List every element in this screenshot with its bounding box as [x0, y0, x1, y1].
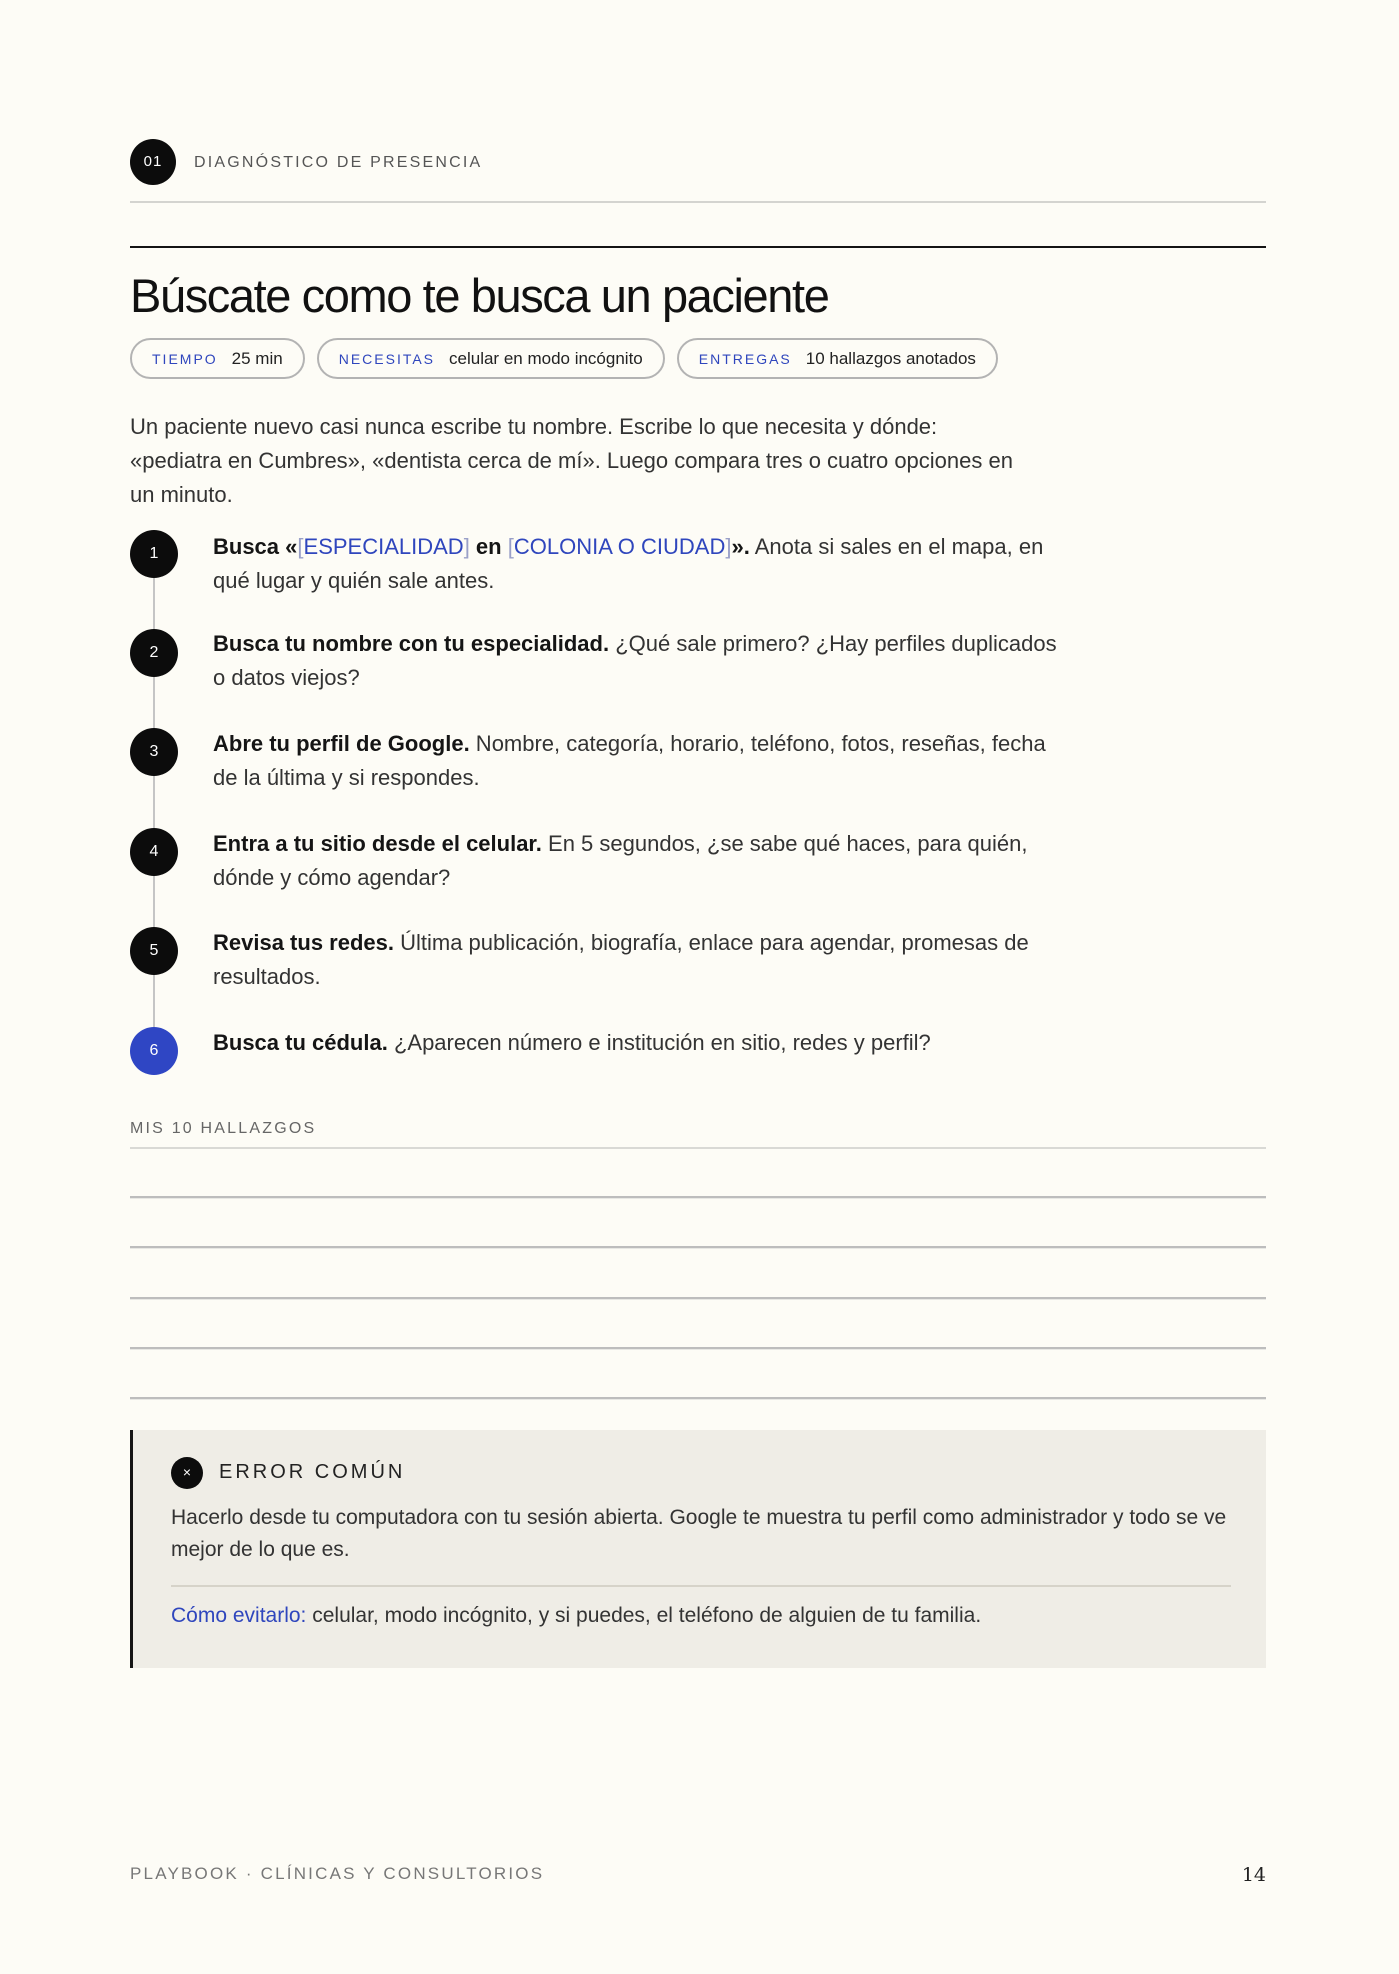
step-number-1: 1: [130, 530, 178, 578]
step-number-2: 2: [130, 629, 178, 677]
step-lead: Busca tu cédula.: [213, 1030, 388, 1055]
pill-value: 25 min: [231, 348, 283, 368]
findings-write-line[interactable]: [130, 1246, 1266, 1249]
close-icon: ×: [171, 1457, 203, 1489]
pill-time: [130, 338, 305, 379]
findings-label: MIS 10 HALLAZGOS: [130, 1120, 317, 1137]
page-number: 14: [1241, 1864, 1266, 1886]
step-lead: Entra a tu sitio desde el celular.: [213, 831, 542, 856]
callout-fix: [171, 1600, 1231, 1632]
step-1: [213, 530, 1073, 598]
section-header: [130, 139, 1266, 203]
bracket: ]: [725, 534, 732, 559]
step-connector: [153, 876, 155, 928]
pill-key: ENTREGAS: [698, 350, 792, 367]
pill-value: 10 hallazgos anotados: [805, 348, 976, 368]
fix-label: Cómo evitarlo:: [171, 1604, 307, 1627]
findings-write-line[interactable]: [130, 1297, 1266, 1300]
step-body: Anota si sales en el mapa, en qué lugar y quién sale antes.: [213, 534, 1044, 593]
step-2: [213, 627, 1073, 695]
step-list: [130, 530, 1266, 1090]
findings-divider: [130, 1147, 1266, 1149]
step-connector: [153, 677, 155, 729]
step-4: [213, 827, 1073, 895]
step-number-6: 6: [130, 1027, 178, 1075]
step-lead-end: ».: [731, 534, 750, 559]
step-body: Nombre, categoría, horario, teléfono, fotos, reseñas, fecha de la última y si respondes.: [213, 731, 1046, 790]
step-connector: [153, 578, 155, 630]
placeholder-location: COLONIA O CIUDAD: [513, 534, 726, 559]
step-3: [213, 727, 1073, 795]
step-5: [213, 926, 1073, 994]
bracket: [: [297, 534, 304, 559]
step-lead: Abre tu perfil de Google.: [213, 731, 470, 756]
title-divider: [130, 246, 1266, 248]
step-connector: [153, 776, 155, 828]
step-number-3: 3: [130, 728, 178, 776]
step-number-4: 4: [130, 828, 178, 876]
step-lead-mid: en: [469, 534, 508, 559]
pill-value: celular en modo incógnito: [449, 348, 643, 368]
intro-paragraph: Un paciente nuevo casi nunca escribe tu nombre. Escribe lo que necesita y dónde: «pediatra en Cumbres», «dentista cerca de mí». Luego compara tres o cuatro opciones en un minuto.: [130, 414, 1013, 507]
step-body: ¿Aparecen número e institución en sitio, redes y perfil?: [387, 1030, 931, 1055]
callout-body: Hacerlo desde tu computadora con tu sesión abierta. Google te muestra tu perfil como administrador y todo se ve mejor de lo que es.: [171, 1506, 1227, 1561]
page-title: Búscate como te busca un paciente: [130, 269, 829, 322]
step-lead: Revisa tus redes.: [213, 930, 394, 955]
footer-title: PLAYBOOK · CLÍNICAS Y CONSULTORIOS: [130, 1864, 545, 1883]
common-error-callout: [130, 1430, 1266, 1668]
step-body: ¿Qué sale primero? ¿Hay perfiles duplicados o datos viejos?: [213, 631, 1057, 690]
bracket: [: [507, 534, 514, 559]
callout-title: ERROR COMÚN: [219, 1461, 406, 1483]
step-body: Última publicación, biografía, enlace para agendar, promesas de resultados.: [213, 930, 1029, 989]
placeholder-specialty: ESPECIALIDAD: [303, 534, 464, 559]
step-6: [213, 1026, 1073, 1060]
pill-key: TIEMPO: [152, 350, 218, 367]
section-label: DIAGNÓSTICO DE PRESENCIA: [194, 154, 483, 171]
pill-key: NECESITAS: [338, 350, 436, 367]
section-number-badge: 01: [130, 139, 176, 185]
findings-write-line[interactable]: [130, 1196, 1266, 1199]
findings-write-line[interactable]: [130, 1347, 1266, 1350]
step-lead: Busca «: [213, 534, 298, 559]
meta-pills: [130, 338, 998, 379]
findings-write-line[interactable]: [130, 1397, 1266, 1400]
bracket: ]: [463, 534, 470, 559]
pill-deliverables: [677, 338, 998, 379]
step-connector: [153, 975, 155, 1027]
fix-text: celular, modo incógnito, y si puedes, el teléfono de alguien de tu familia.: [306, 1604, 982, 1627]
step-number-5: 5: [130, 927, 178, 975]
step-body: En 5 segundos, ¿se sabe qué haces, para quién, dónde y cómo agendar?: [213, 831, 1028, 890]
callout-divider: [171, 1585, 1231, 1587]
pill-needs: [317, 338, 665, 379]
page: [130, 0, 1266, 1974]
step-lead: Busca tu nombre con tu especialidad.: [213, 631, 610, 656]
